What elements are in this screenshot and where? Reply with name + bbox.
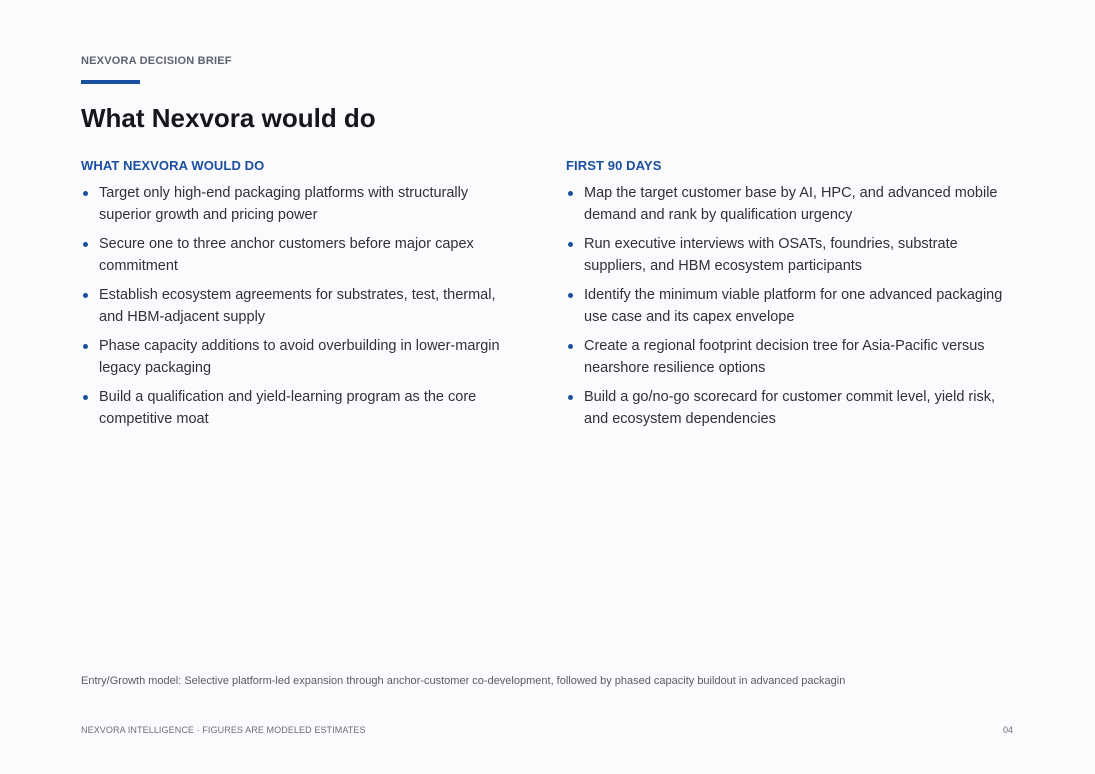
- list-item: [566, 233, 1006, 277]
- bullet-icon: [568, 395, 573, 400]
- list-item: [566, 386, 1006, 430]
- list-item-text: Build a qualification and yield-learning program as the core competitive moat: [99, 389, 477, 427]
- first-90-days-heading: FIRST 90 DAYS: [566, 158, 662, 173]
- entry-growth-model-note: Entry/Growth model: Selective platform-led expansion through anchor-customer co-development, followed by phased capacity buildout in advanced packagin: [81, 675, 846, 687]
- accent-bar: [81, 80, 140, 84]
- list-item: [81, 182, 521, 226]
- list-item-text: Secure one to three anchor customers before major capex commitment: [99, 236, 474, 274]
- footer-source: NEXVORA INTELLIGENCE · FIGURES ARE MODELED ESTIMATES: [81, 725, 366, 735]
- actions-heading: WHAT NEXVORA WOULD DO: [81, 158, 265, 173]
- bullet-icon: [83, 191, 88, 196]
- actions-list: [81, 182, 521, 430]
- bullet-icon: [568, 293, 573, 298]
- list-item-text: Build a go/no-go scorecard for customer commit level, yield risk, and ecosystem dependencies: [584, 389, 995, 427]
- bullet-icon: [83, 344, 88, 349]
- list-item: [81, 233, 521, 277]
- bullet-icon: [568, 191, 573, 196]
- list-item: [81, 386, 521, 430]
- first-90-days-list: [566, 182, 1006, 430]
- brief-eyebrow: NEXVORA DECISION BRIEF: [81, 55, 232, 67]
- list-item-text: Create a regional footprint decision tree for Asia-Pacific versus nearshore resilience options: [584, 338, 985, 376]
- list-item-text: Target only high-end packaging platforms with structurally superior growth and pricing power: [99, 185, 469, 223]
- list-item: [566, 335, 1006, 379]
- first-90-days-column: [566, 158, 1006, 437]
- page-title: What Nexvora would do: [81, 103, 376, 133]
- bullet-icon: [568, 242, 573, 247]
- bullet-icon: [83, 293, 88, 298]
- bullet-icon: [83, 395, 88, 400]
- bullet-icon: [568, 344, 573, 349]
- page-number: 04: [1002, 725, 1013, 735]
- list-item-text: Map the target customer base by AI, HPC, and advanced mobile demand and rank by qualification urgency: [584, 185, 998, 223]
- list-item: [81, 284, 521, 328]
- list-item-text: Identify the minimum viable platform for one advanced packaging use case and its capex envelope: [584, 287, 1003, 325]
- list-item: [566, 182, 1006, 226]
- actions-column: [81, 158, 521, 437]
- list-item-text: Establish ecosystem agreements for substrates, test, thermal, and HBM-adjacent supply: [99, 287, 496, 325]
- bullet-icon: [83, 242, 88, 247]
- list-item-text: Run executive interviews with OSATs, foundries, substrate suppliers, and HBM ecosystem participants: [584, 236, 958, 274]
- list-item: [566, 284, 1006, 328]
- list-item-text: Phase capacity additions to avoid overbuilding in lower-margin legacy packaging: [99, 338, 500, 376]
- list-item: [81, 335, 521, 379]
